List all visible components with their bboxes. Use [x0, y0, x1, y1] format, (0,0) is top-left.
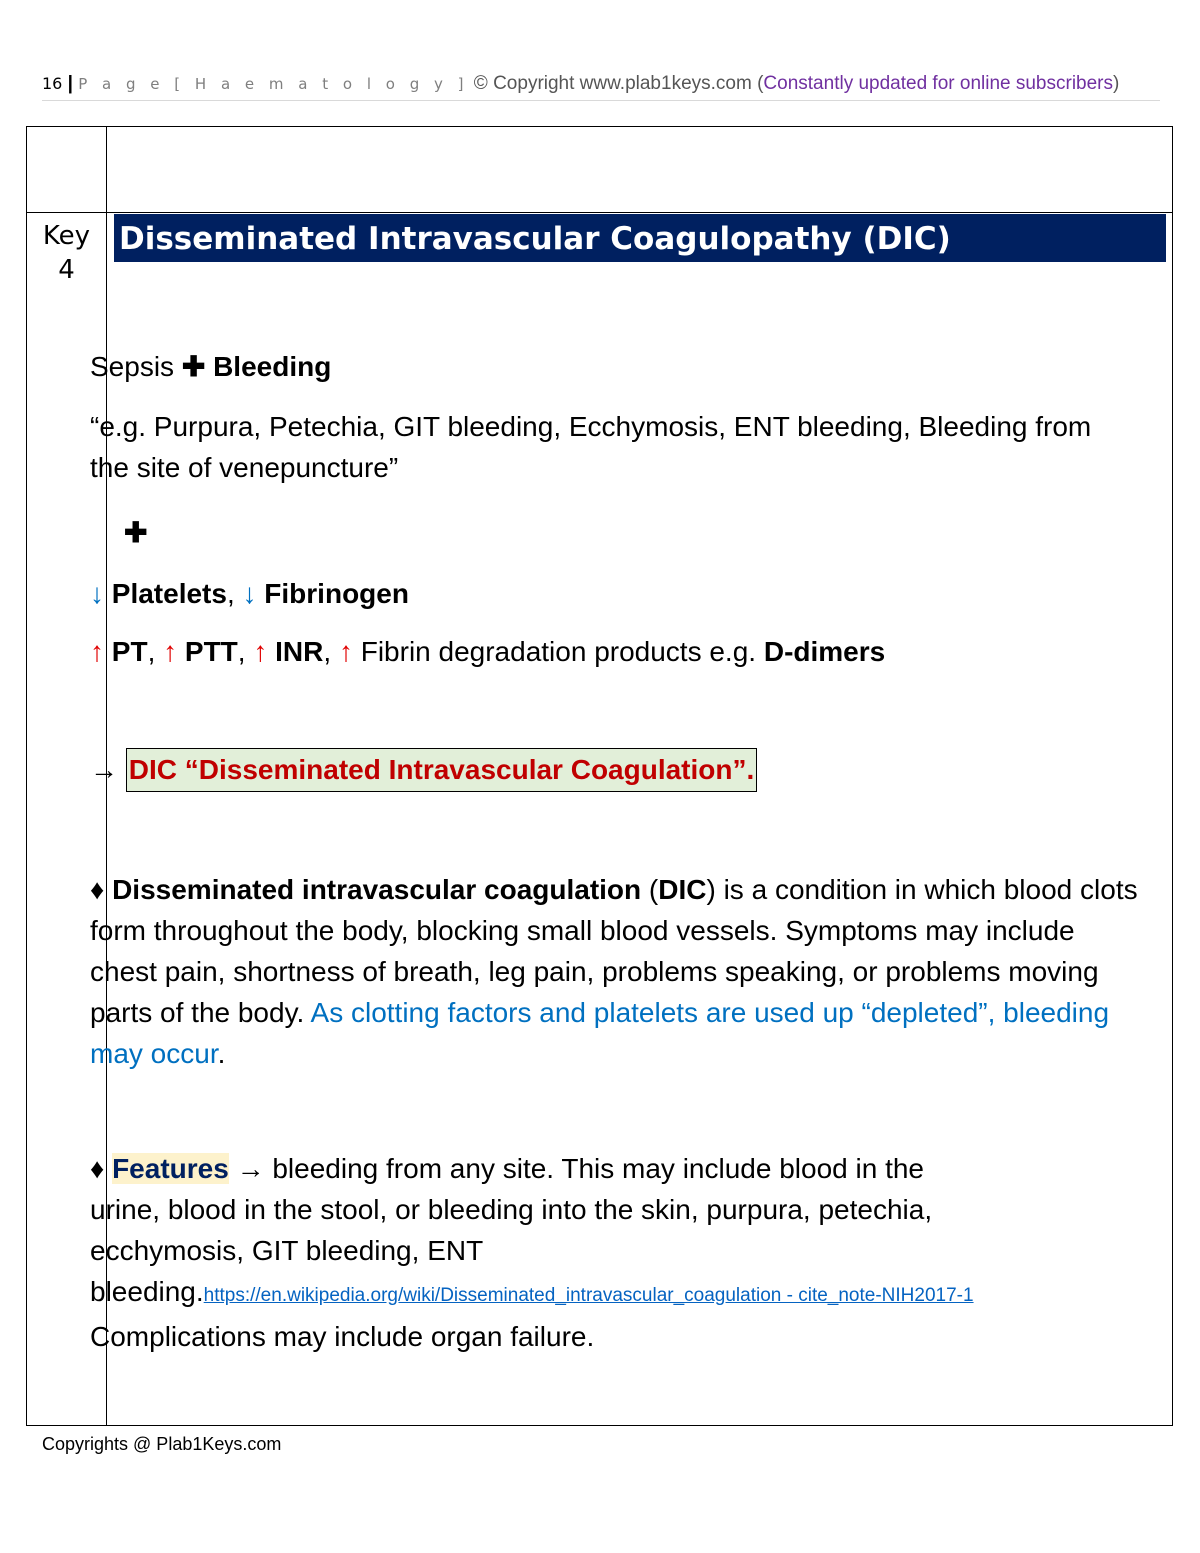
- ddimers-text: D-dimers: [763, 636, 886, 667]
- bleeding-examples: “e.g. Purpura, Petechia, GIT bleeding, Ecchymosis, ENT bleeding, Bleeding from the site of venepuncture”: [90, 411, 1092, 483]
- features-line-4: [90, 1271, 1140, 1316]
- copyright-text: © Copyright www.plab1keys.com (: [468, 73, 764, 94]
- features-text-4: bleeding.: [90, 1276, 204, 1307]
- comma-text: ,: [147, 636, 164, 667]
- up-arrow-icon: ↑: [90, 636, 104, 667]
- fdp-text: Fibrin degradation products e.g.: [352, 636, 764, 667]
- features-text-5: Complications may include organ failure.: [90, 1321, 595, 1352]
- definition-paren: (: [641, 874, 659, 905]
- comma-text: ,: [226, 578, 243, 609]
- definition-term: Disseminated intravascular coagulation: [112, 874, 642, 905]
- right-arrow-icon: →: [90, 754, 126, 785]
- features-arrow-icon: →: [228, 1153, 273, 1184]
- definition-text: ) is a condition in which blood clots form throughout the body, blocking small blood vessels. Symptoms may include chest pain, shortness of breath, leg pain, problems speaking, or problems moving parts of the body.: [90, 874, 1138, 1028]
- down-arrow-icon: ↓: [242, 578, 257, 609]
- bleeding-text: Bleeding: [213, 351, 332, 382]
- key-word: Key: [42, 221, 91, 251]
- features-label: Features: [112, 1153, 229, 1184]
- update-note: Constantly updated for online subscribers: [763, 73, 1114, 94]
- diamond-bullet-icon: ♦: [90, 874, 113, 905]
- wikipedia-link[interactable]: https://en.wikipedia.org/wiki/Disseminated_intravascular_coagulation - cite_note-NIH2017-1: [203, 1285, 974, 1306]
- up-arrow-icon: ↑: [163, 636, 178, 667]
- conclusion-line: [90, 748, 1140, 792]
- diamond-bullet-icon: ♦: [90, 1153, 113, 1184]
- page-footer: Copyrights @ Plab1Keys.com: [42, 1434, 282, 1454]
- page-header: [42, 70, 1160, 101]
- plus-icon-standalone: ✚: [124, 517, 148, 548]
- fibrinogen-text: Fibrinogen: [264, 578, 409, 609]
- page-section-label: P a g e [ H a e m a t o l o g y ]: [78, 75, 469, 93]
- pt-text: PT: [111, 636, 148, 667]
- features-text-1: bleeding from any site. This may include blood in the: [272, 1153, 924, 1184]
- sepsis-line: [90, 346, 1140, 387]
- key-number: 4: [58, 255, 75, 285]
- up-arrow-icon: ↑: [253, 636, 268, 667]
- definition-abbr: DIC: [658, 874, 707, 905]
- comma-text: ,: [323, 636, 339, 667]
- down-arrow-icon: ↓: [90, 578, 104, 609]
- ptt-text: PTT: [184, 636, 238, 667]
- features-text-3: ecchymosis, GIT bleeding, ENT: [90, 1235, 484, 1266]
- comma-text: ,: [237, 636, 254, 667]
- features-text-2: urine, blood in the stool, or bleeding into the skin, purpura, petechia,: [90, 1194, 933, 1225]
- platelets-text: Platelets: [111, 578, 227, 609]
- inr-text: INR: [275, 636, 324, 667]
- definition-highlight: As clotting factors and platelets are used up “depleted”, bleeding may occur: [90, 997, 1110, 1069]
- definition-end: .: [217, 1038, 226, 1069]
- page-number: 16: [42, 74, 63, 93]
- key-title: Disseminated Intravascular Coagulopathy (DIC): [114, 214, 1166, 262]
- sepsis-text: Sepsis: [90, 351, 182, 382]
- plus-icon: ✚: [181, 351, 206, 382]
- definition-paragraph: [90, 869, 1140, 1074]
- features-line-1: [90, 1148, 1140, 1189]
- row-divider: [27, 212, 1172, 213]
- key-label: [27, 219, 106, 287]
- header-close-paren: ): [1113, 73, 1120, 94]
- features-paragraph: [90, 1148, 1140, 1357]
- low-labs-line: [90, 573, 1140, 614]
- dic-conclusion-box: DIC “Disseminated Intravascular Coagulation”.: [126, 748, 758, 792]
- up-arrow-icon: ↑: [338, 636, 353, 667]
- high-labs-line: [90, 631, 1140, 672]
- header-separator: |: [62, 73, 79, 94]
